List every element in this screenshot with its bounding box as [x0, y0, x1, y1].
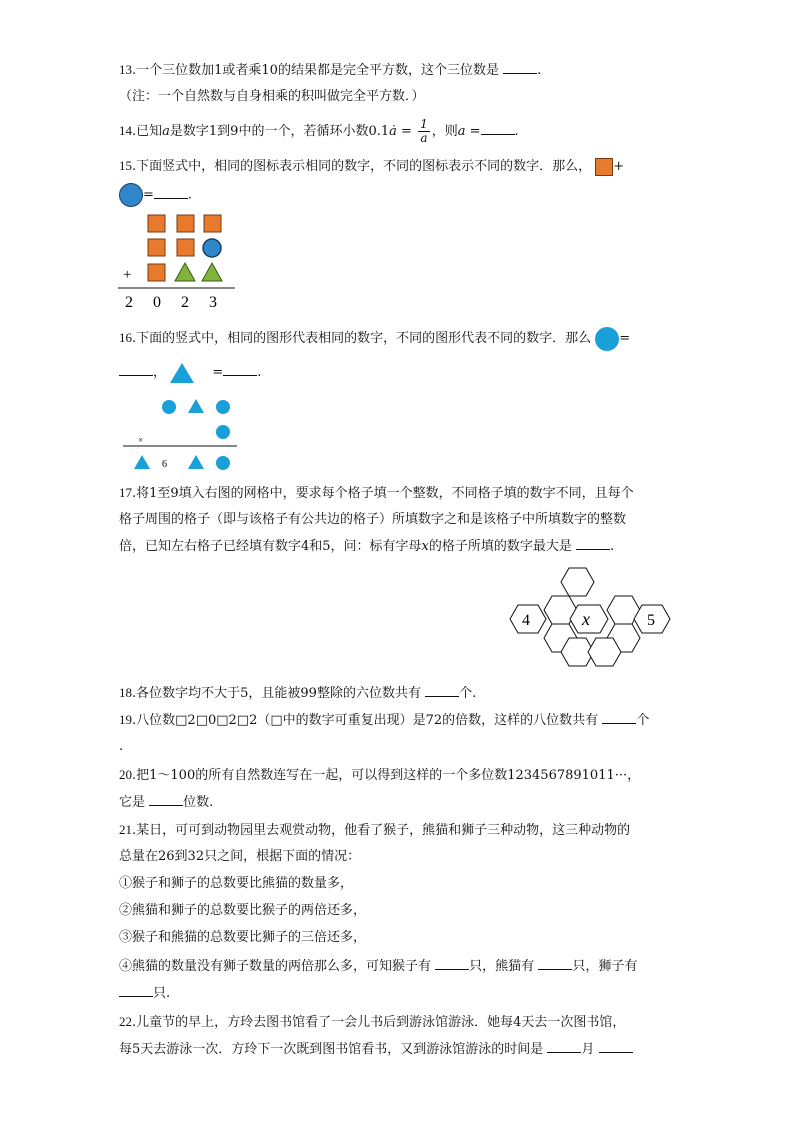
q22-month-blank[interactable] [547, 1040, 581, 1053]
q15-result-digit: 3 [209, 294, 217, 311]
q14-repeat-digit: ȧ [389, 124, 397, 139]
q21-line1 [119, 821, 630, 840]
q16-r3-triangle [134, 455, 150, 469]
q16-answer-blank-triangle[interactable] [223, 363, 257, 376]
q18-answer-blank[interactable] [425, 684, 459, 697]
q21-line2: 总量在26到32只之间，根据下面的情况： [119, 849, 361, 864]
q22-line2 [119, 1040, 633, 1059]
q15-text: .下面竖式中，相同的图标表示相同的数字，不同的图标表示不同的数字．那么， [132, 159, 592, 174]
q17-number: 17 [119, 485, 132, 500]
q16-answer-blank-circle[interactable] [119, 363, 153, 376]
q13-end: . [537, 63, 542, 78]
hex-label-4: 4 [522, 612, 530, 629]
q17-hexagon-grid [500, 562, 680, 680]
q16-line2 [119, 360, 261, 386]
q13-text: .一个三位数加1或者乘10的结果都是完全平方数，这个三位数是 [132, 63, 499, 78]
q22-text2a: 每5天去游泳一次．方玲下一次既到图书馆看书，又到游泳馆游泳的时间是 [119, 1042, 544, 1057]
q15-vertical-addition [115, 210, 240, 312]
q16-r1-circle [162, 400, 176, 414]
q20-text1: .把1～100的所有自然数连写在一起，可以得到这样的一个多位数1234567891011···， [132, 768, 641, 783]
q21-c4-text-c: 只，狮子有 [572, 959, 638, 974]
q13-note: （注：一个自然数与自身相乘的积叫做完全平方数．） [119, 89, 425, 104]
q16-vertical-multiplication [120, 393, 240, 475]
q15-r2c3-circle [203, 239, 221, 257]
q20-answer-blank[interactable] [149, 793, 183, 806]
q21-condition-4 [119, 957, 637, 976]
q21-text1: .某日，可可到动物园里去观赏动物，他看了猴子，熊猫和狮子三种动物，这三种动物的 [132, 823, 631, 838]
q19-pattern: □2□0□2□2 [175, 713, 258, 728]
q20-number: 20 [119, 767, 132, 782]
q13-number: 13 [119, 62, 132, 77]
blue-triangle-icon [170, 363, 194, 383]
q19-answer-blank[interactable] [602, 711, 636, 724]
q15-plus-sign: + [123, 267, 132, 283]
q16-number: 16 [119, 330, 132, 345]
q15-equals: = [143, 187, 154, 203]
q22-line1 [119, 1013, 625, 1032]
q15-number: 15 [119, 158, 132, 173]
q14-equals: = [396, 124, 417, 139]
q18-number: 18 [119, 685, 132, 700]
q20-line1 [119, 766, 640, 785]
q17-end: . [610, 539, 615, 554]
hex-cell [561, 568, 594, 596]
q14-line [119, 118, 519, 145]
q17-answer-blank[interactable] [576, 537, 610, 550]
q22-text2b: 月 [581, 1042, 595, 1057]
q16-digit-6: 6 [162, 459, 167, 470]
q16-text: .下面的竖式中，相同的图形代表相同的数字，不同的图形代表不同的数字．那么 [132, 331, 592, 346]
q14-text1: .已知 [132, 124, 163, 139]
q14-answer-blank[interactable] [481, 122, 515, 135]
q19-end: 个 [636, 713, 650, 728]
q16-r3-circle [216, 456, 230, 470]
q18-line [119, 684, 476, 703]
blue-circle-icon [119, 183, 143, 207]
q21-c4-text-d: 只. [153, 986, 171, 1001]
q14-var-a: a [162, 124, 170, 139]
q16-comma: ， [153, 365, 167, 380]
q16-times-sign: × [138, 435, 144, 445]
q15-end: . [187, 187, 193, 203]
q14-frac-numerator: 1 [420, 117, 428, 131]
q21-line-last [119, 984, 170, 1003]
q19-line1 [119, 711, 649, 730]
q15-r1c3-square [204, 215, 221, 232]
q14-text3: ，则 [431, 124, 458, 139]
q19-text1: .八位数 [132, 713, 176, 728]
q15-r3c1-square [148, 264, 165, 281]
q17-text3: 倍，已知左右格子已经填有数字4和5，问：标有字母 [119, 539, 422, 554]
blue-circle-icon [595, 327, 619, 351]
q17-text3b: 的格子所填的数字最大是 [428, 539, 572, 554]
q16-equals: = [619, 331, 631, 346]
q13-answer-blank[interactable] [503, 61, 537, 74]
q21-condition-2: ②熊猫和狮子的总数要比猴子的两倍还多， [119, 903, 367, 918]
q15-plus: + [613, 159, 625, 174]
q18-end: 个. [459, 686, 477, 701]
orange-square-icon [595, 158, 613, 176]
q21-panda-blank[interactable] [538, 957, 572, 970]
hex-label-x: x [582, 609, 590, 629]
q17-line2: 格子周围的格子（即与该格子有公共边的格子）所填数字之和是该格子中所填数字的整数 [119, 512, 627, 527]
q17-line3 [119, 537, 614, 557]
q18-text: .各位数字均不大于5，且能被99整除的六位数共有 [132, 686, 421, 701]
q14-number: 14 [119, 123, 132, 138]
q21-monkey-blank[interactable] [435, 957, 469, 970]
q19-text2: （□中的数字可重复出现）是72的倍数，这样的八位数共有 [257, 713, 599, 728]
q21-c4-text-b: 只，熊猫有 [469, 959, 535, 974]
q17-line1 [119, 483, 634, 504]
q14-frac-denominator: a [420, 131, 428, 145]
q22-number: 22 [119, 1014, 132, 1029]
q17-var-x: x [421, 539, 429, 554]
q16-r2-circle [216, 425, 230, 439]
q16-r3-triangle [188, 455, 204, 469]
q20-text2b: 位数. [183, 795, 214, 810]
q15-r1c2-square [177, 215, 194, 232]
q19-number: 19 [119, 712, 132, 727]
q15-answer-blank[interactable] [154, 186, 188, 199]
q15-line1 [119, 155, 624, 178]
q14-fraction [418, 118, 430, 145]
q17-text1: .将1至9填入右图的网格中，要求每个格子填一个整数，不同格子填的数字不同，且每个 [132, 486, 634, 501]
q21-number: 21 [119, 822, 132, 837]
q16-r1-triangle [188, 399, 204, 413]
q13-line [119, 61, 541, 80]
q22-text1: .儿童节的早上，方玲去图书馆看了一会儿书后到游泳馆游泳．她每4天去一次图书馆， [132, 1015, 626, 1030]
q14-decimal: 0.1 [368, 124, 390, 139]
q15-result-digit: 2 [125, 294, 133, 311]
q14-text4: a = [457, 124, 481, 139]
q15-r3c3-triangle [202, 263, 222, 281]
q16-end: . [257, 365, 262, 380]
q15-r2c1-square [148, 239, 165, 256]
q20-text2a: 它是 [119, 795, 146, 810]
q21-c4-text-a: ④熊猫的数量没有狮子数量的两倍那么多，可知猴子有 [119, 959, 432, 974]
q15-r3c2-triangle [175, 263, 195, 281]
q22-day-blank[interactable] [599, 1040, 633, 1053]
q20-line2 [119, 793, 213, 812]
q16-line1 [119, 325, 630, 352]
q19-line2: . [119, 739, 124, 754]
q15-r2c2-square [177, 239, 194, 256]
q21-condition-1: ①猴子和狮子的总数要比熊猫的数量多， [119, 876, 354, 891]
q21-condition-3: ③猴子和熊猫的总数要比狮子的三倍还多， [119, 930, 367, 945]
q14-text2: 是数字1到9中的一个，若循环小数 [169, 124, 369, 139]
hex-label-5: 5 [647, 612, 655, 629]
q16-r1-circle [216, 400, 230, 414]
q15-line2 [119, 183, 192, 208]
q15-result-digit: 2 [181, 294, 189, 311]
q21-lion-blank[interactable] [119, 984, 153, 997]
q15-result-digit: 0 [153, 294, 161, 311]
q14-end: . [514, 124, 519, 139]
q16-equals2: = [212, 365, 224, 380]
q15-r1c1-square [148, 215, 165, 232]
